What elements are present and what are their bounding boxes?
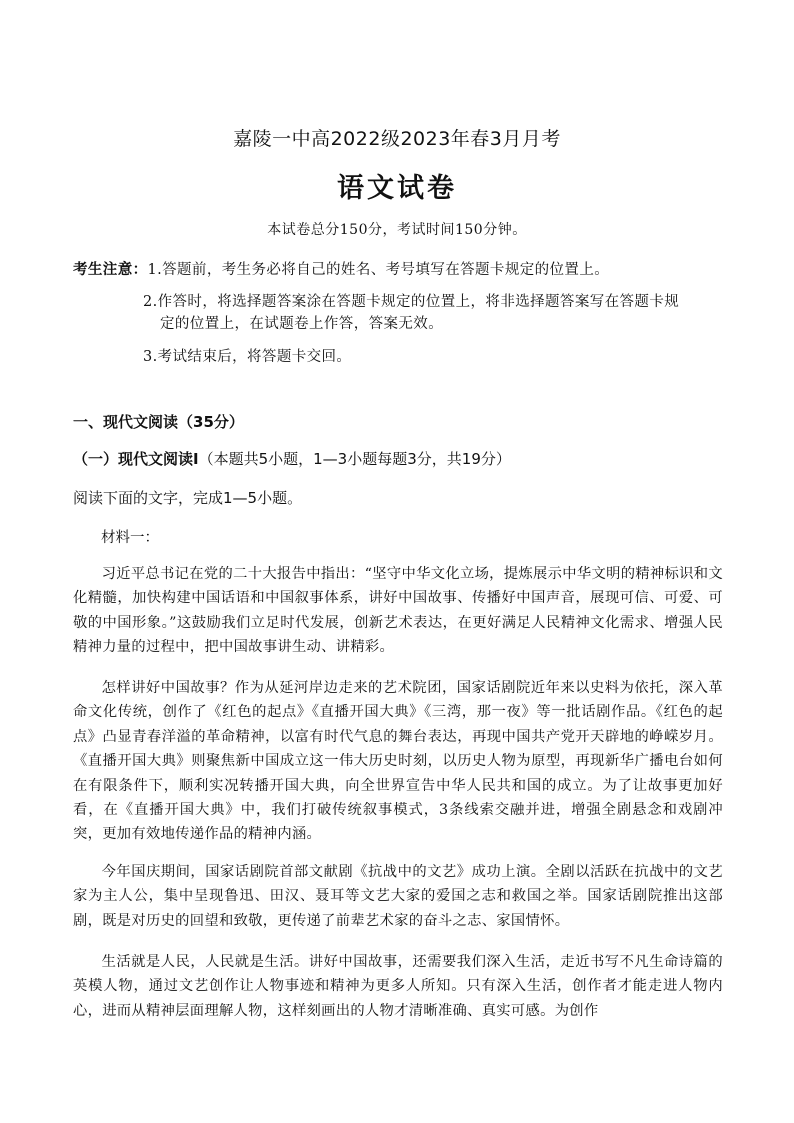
subject-title: 语文试卷 bbox=[337, 173, 457, 204]
exam-title: 嘉陵一中高2022级2023年春3月月考 bbox=[233, 128, 561, 150]
notice-item-1-line bbox=[73, 258, 609, 279]
paragraph-1: 习近平总书记在党的二十大报告中指出：“坚守中华文化立场，提炼展示中华文明的精神标识和文化精髓，加快构建中国话语和中国叙事体系，讲好中国故事、传播好中国声音，展现可信、可爱、可敬的中国形象。”这鼓励我们立足时代发展，创新艺术表达，在更好满足人民精神文化需求、增强人民精神力量的过程中，把中国故事讲生动、讲精彩。 bbox=[73, 566, 723, 656]
paragraph-3: 今年国庆期间，国家话剧院首部文献剧《抗战中的文艺》成功上演。全剧以活跃在抗战中的文艺家为主人公，集中呈现鲁迅、田汉、聂耳等文艺大家的爱国之志和救国之举。国家话剧院推出这部剧，既是对历史的回望和致敬，更传递了前辈艺术家的奋斗之志、家国情怀。 bbox=[73, 864, 723, 929]
notice-label: 考生注意： bbox=[73, 262, 148, 278]
subsection-note: （本题共5小题，1—3小题每题3分，共19分） bbox=[198, 450, 511, 468]
subsection-label: （一）现代文阅读Ⅰ bbox=[73, 450, 199, 468]
section-title: 一、现代文阅读（35分） bbox=[73, 413, 244, 431]
material-label: 材料一： bbox=[101, 530, 159, 546]
paragraph-2: 怎样讲好中国故事？作为从延河岸边走来的艺术院团，国家话剧院近年来以史料为依托，深入革命文化传统，创作了《红色的起点》《直播开国大典》《三湾，那一夜》等一批话剧作品。《红色的起点》凸显青春洋溢的革命精神，以富有时代气息的舞台表达，再现中国共产党开天辟地的峥嵘岁月。《直播开国大典》则聚焦新中国成立这一伟大历史时刻，以历史人物为原型，再现新华广播电台如何在有限条件下，顺利实况转播开国大典，向全世界宣告中华人民共和国的成立。为了让故事更加好看，在《直播开国大典》中，我们打破传统叙事模式，3条线索交融并进，增强全剧悬念和戏剧冲突，更加有效地传递作品的精神内涵。 bbox=[73, 680, 723, 843]
exam-info: 本试卷总分150分，考试时间150分钟。 bbox=[267, 222, 527, 238]
notice-item-2: 2.作答时，将选择题答案涂在答题卡规定的位置上，将非选择题答案写在答题卡规 bbox=[143, 294, 680, 310]
notice-item-3: 3.考试结束后，将答题卡交回。 bbox=[143, 349, 352, 365]
notice-item-2-cont: 定的位置上，在试题卷上作答，答案无效。 bbox=[160, 316, 444, 332]
reading-instruction: 阅读下面的文字，完成1—5小题。 bbox=[73, 489, 303, 507]
notice-item-1: 1.答题前，考生务必将自己的姓名、考号填写在答题卡规定的位置上。 bbox=[147, 262, 610, 278]
paragraph-4: 生活就是人民，人民就是生活。讲好中国故事，还需要我们深入生活，走近书写不凡生命诗篇的英模人物，通过文艺创作让人物事迹和精神为更多人所知。只有深入生活，创作者才能走进人物内心，进而从精神层面理解人物，这样刻画出的人物才清晰准确、真实可感。为创作 bbox=[73, 954, 723, 1019]
subsection-heading bbox=[73, 448, 511, 469]
